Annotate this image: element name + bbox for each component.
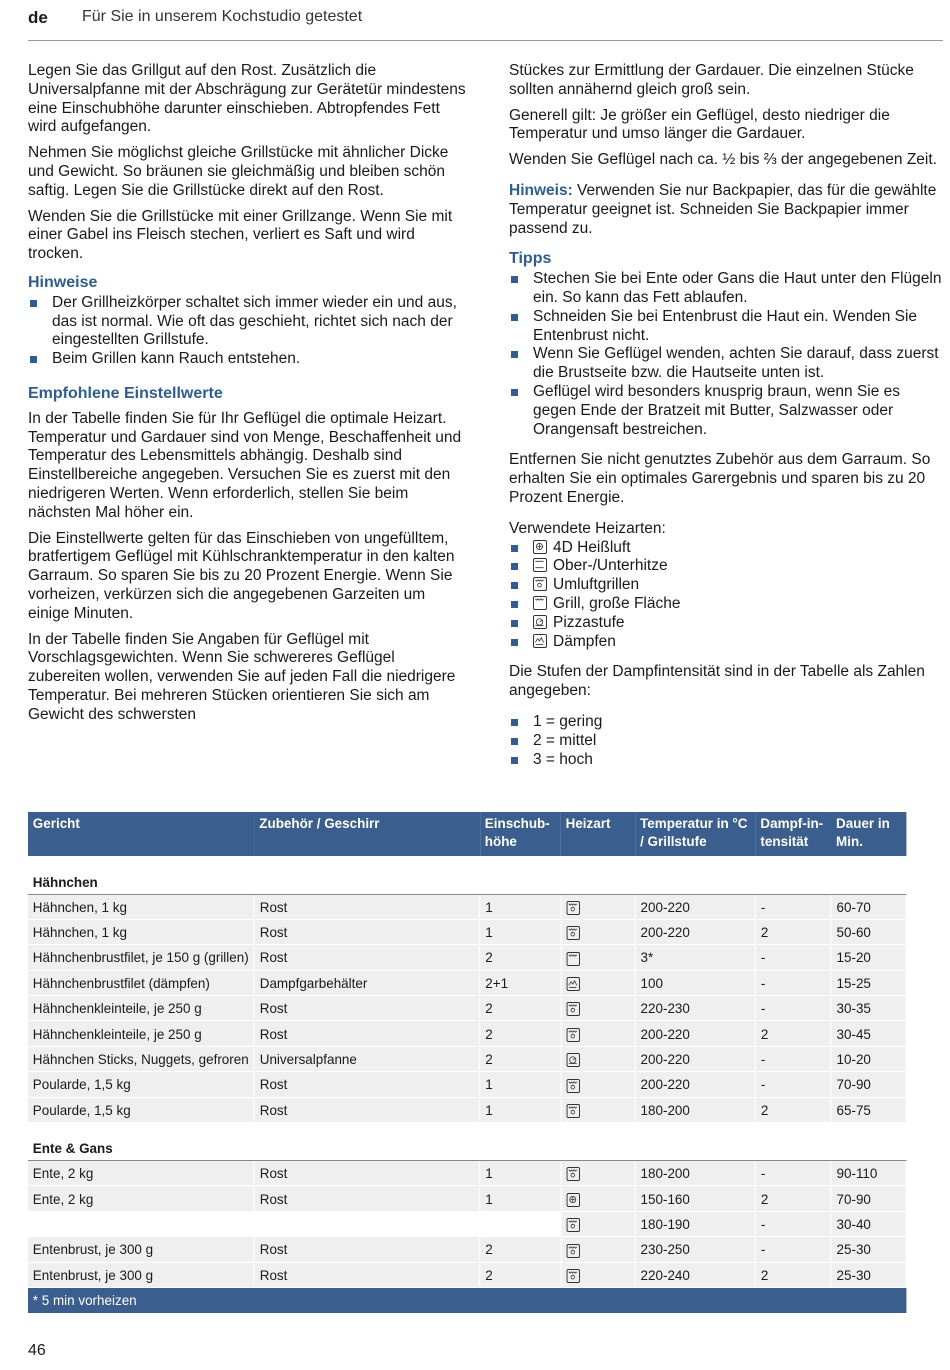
list-item (509, 576, 944, 595)
temperature-cell: 200-220 (635, 894, 755, 919)
hinweis-label: Hinweis: (509, 181, 573, 199)
heizart-cell (561, 1021, 635, 1046)
einschub-cell: 2 (480, 1046, 561, 1071)
einschub-cell: 1 (480, 894, 561, 919)
table-row (28, 1046, 906, 1071)
list-item (509, 539, 944, 558)
temperature-cell: 150-160 (635, 1186, 755, 1211)
table-row (28, 970, 906, 995)
paragraph: Nehmen Sie möglichst gleiche Grillstücke mit ähnlicher Dicke und Gewicht. So bräunen sie gleichmäßig und bleiben schön saftig. Legen Sie die Grillstücke direkt auf den Rost. (28, 144, 449, 199)
temperature-cell: 100 (635, 970, 755, 995)
circulated-grill-icon (566, 901, 579, 915)
zubehoer-cell: Rost (254, 1161, 480, 1186)
circulated-grill-icon (566, 1002, 579, 1016)
gericht-cell: Hähnchenkleinteile, je 250 g (28, 996, 254, 1021)
temperature-cell: 3* (635, 945, 755, 970)
pizza-setting-icon (566, 1053, 579, 1067)
circulated-grill-icon (566, 1028, 579, 1042)
stufen-list (509, 713, 944, 769)
heizart-label: Ober-/Unterhitze (553, 557, 668, 575)
dauer-cell: 30-45 (831, 1021, 906, 1046)
table-group-row (28, 856, 906, 894)
paragraph: Wenden Sie die Grillstücke mit einer Grillzange. Wenn Sie mit einer Gabel ins Fleisch stechen, verliert es Saft und wird trocken. (28, 207, 453, 263)
zubehoer-cell (254, 1211, 480, 1236)
table-row (28, 1161, 906, 1186)
steam-icon (533, 634, 547, 648)
einschub-cell: 2 (480, 1237, 561, 1262)
dauer-cell: 10-20 (831, 1046, 906, 1071)
group-label: Ente & Gans (28, 1123, 906, 1161)
table-row (28, 1237, 906, 1262)
einschub-cell: 2 (480, 996, 561, 1021)
gericht-cell: Hähnchen, 1 kg (28, 894, 254, 919)
steam-icon (566, 977, 579, 991)
column-header: Dampf-in-tensität (756, 812, 832, 856)
temperature-cell: 200-220 (635, 1046, 755, 1071)
paragraph: Entfernen Sie nicht genutztes Zubehör aus dem Garraum. So erhalten Sie ein optimales Garergebnis und sparen bis zu 20 Prozent Energie. (509, 451, 931, 506)
gericht-cell: Hähnchenbrustfilet (dämpfen) (28, 970, 254, 995)
paragraph: Stückes zur Ermittlung der Gardauer. Die einzelnen Stücke sollten annähernd gleich groß sein. (509, 62, 914, 98)
paragraph: Die Einstellwerte gelten für das Einschieben von ungefülltem, bratfertigem Geflügel mit Kühlschranktemperatur in den kalten Garraum. So sparen Sie bis zu 20 Prozent Energie. Wenn Sie vorheizen, verkürzen sich die angegebenen Garzeiten um einige Minuten. (28, 529, 455, 622)
temperature-cell: 200-220 (635, 919, 755, 944)
circulated-grill-icon (566, 1244, 579, 1258)
paragraph: In der Tabelle finden Sie Angaben für Geflügel mit Vorschlagsgewichten. Wenn Sie schwereres Geflügel zubereiten wollen, verwenden Sie auf jeden Fall die niedrigere Temperatur. Bei mehreren Stücken orientieren Sie sich am Gewicht des schwersten (28, 630, 456, 723)
gericht-cell: Hähnchen Sticks, Nuggets, gefroren (28, 1046, 254, 1071)
tipps-heading: Tipps (509, 250, 552, 268)
einschub-cell: 1 (480, 919, 561, 944)
heizarten-heading: Verwendete Heizarten: (509, 519, 666, 537)
list-item: Stechen Sie bei Ente oder Gans die Haut unter den Flügeln ein. So kann das Fett ablaufen. (509, 270, 944, 308)
table-row (28, 919, 906, 944)
heizart-cell (561, 919, 635, 944)
heizart-cell (561, 1072, 635, 1097)
hinweise-heading: Hinweise (28, 273, 98, 291)
circulated-grill-icon (566, 1269, 579, 1283)
list-item: Geflügel wird besonders knusprig braun, wenn Sie es gegen Ende der Bratzeit mit Butter, Salzwasser oder Orangensaft bestreichen. (509, 383, 944, 439)
dauer-cell: 70-90 (831, 1186, 906, 1211)
heizarten-list (509, 539, 944, 652)
gericht-cell: Hähnchen, 1 kg (28, 919, 254, 944)
table-row (28, 996, 906, 1021)
dampf-cell: 2 (756, 1262, 832, 1287)
paragraph: Die Stufen der Dampfintensität sind in der Tabelle als Zahlen angegeben: (509, 663, 925, 700)
zubehoer-cell: Universalpfanne (254, 1046, 480, 1071)
dauer-cell: 90-110 (831, 1161, 906, 1186)
gericht-cell: Entenbrust, je 300 g (28, 1262, 254, 1287)
gericht-cell: Hähnchenkleinteile, je 250 g (28, 1021, 254, 1046)
einschub-cell: 2+1 (480, 970, 561, 995)
dampf-cell: - (756, 1072, 832, 1097)
list-item: 1 = gering (509, 713, 944, 732)
hinweise-list (28, 294, 468, 369)
temperature-cell: 180-200 (635, 1161, 755, 1186)
gericht-cell: Entenbrust, je 300 g (28, 1237, 254, 1262)
list-item (509, 557, 944, 576)
column-header: Temperatur in °C / Grillstufe (635, 812, 755, 856)
einschub-cell: 2 (480, 1262, 561, 1287)
dampf-cell: - (756, 970, 832, 995)
circulated-grill-icon (533, 577, 547, 591)
circulated-grill-icon (566, 1079, 579, 1093)
hinweis-note (509, 182, 944, 238)
heizart-cell (561, 996, 635, 1021)
heizart-cell (561, 1237, 635, 1262)
heizart-cell (561, 1161, 635, 1186)
list-item: Wenn Sie Geflügel wenden, achten Sie darauf, dass zuerst die Brustseite bzw. die Hautseite unten ist. (509, 345, 944, 383)
column-header: Gericht (28, 812, 254, 856)
table-row (28, 1262, 906, 1287)
einschub-cell: 1 (480, 1186, 561, 1211)
temperature-cell: 220-230 (635, 996, 755, 1021)
grill-large-area-icon (533, 596, 547, 610)
gericht-cell: Ente, 2 kg (28, 1161, 254, 1186)
table-header-row (28, 812, 906, 856)
top-bottom-heat-icon (533, 558, 547, 572)
dauer-cell: 25-30 (831, 1237, 906, 1262)
grill-large-area-icon (566, 952, 579, 966)
heizart-cell (561, 970, 635, 995)
einschub-cell (480, 1211, 561, 1236)
zubehoer-cell: Rost (254, 1186, 480, 1211)
list-item: 2 = mittel (509, 732, 944, 751)
heizart-cell (561, 945, 635, 970)
table-row (28, 1072, 906, 1097)
dampf-cell: 2 (756, 1186, 832, 1211)
heizart-label: 4D Heißluft (553, 538, 631, 556)
zubehoer-cell: Rost (254, 894, 480, 919)
footnote: * 5 min vorheizen (28, 1287, 906, 1313)
right-column (509, 62, 944, 777)
dampf-cell: 2 (756, 919, 832, 944)
gericht-cell (28, 1211, 254, 1236)
table-row (28, 1097, 906, 1122)
temperature-cell: 180-190 (635, 1211, 755, 1236)
dauer-cell: 15-25 (831, 970, 906, 995)
circulated-grill-icon (566, 1218, 579, 1232)
dampf-cell: - (756, 996, 832, 1021)
dauer-cell: 60-70 (831, 894, 906, 919)
heizart-label: Dämpfen (553, 632, 616, 650)
einschub-cell: 1 (480, 1097, 561, 1122)
einschub-cell: 1 (480, 1161, 561, 1186)
table-row (28, 1021, 906, 1046)
gericht-cell: Hähnchenbrustfilet, je 150 g (grillen) (28, 945, 254, 970)
gericht-cell: Ente, 2 kg (28, 1186, 254, 1211)
zubehoer-cell: Rost (254, 1072, 480, 1097)
heizart-cell (561, 894, 635, 919)
zubehoer-cell: Rost (254, 1097, 480, 1122)
zubehoer-cell: Rost (254, 919, 480, 944)
column-header: Zubehör / Geschirr (254, 812, 480, 856)
list-item: Beim Grillen kann Rauch entstehen. (28, 350, 468, 369)
circulated-grill-icon (566, 1167, 579, 1181)
circulated-grill-icon (566, 926, 579, 940)
dampf-cell: - (756, 945, 832, 970)
paragraph: Wenden Sie Geflügel nach ca. ½ bis ⅔ der angegebenen Zeit. (509, 151, 937, 169)
heizart-cell (561, 1186, 635, 1211)
list-item: Der Grillheizkörper schaltet sich immer wieder ein und aus, das ist normal. Wie oft das geschieht, richtet sich nach der eingestellten Grillstufe. (28, 294, 468, 350)
settings-table (28, 812, 906, 1314)
dampf-cell: - (756, 1046, 832, 1071)
language-code: de (28, 8, 48, 27)
heizart-label: Pizzastufe (553, 613, 625, 631)
table-row (28, 945, 906, 970)
header-title: Für Sie in unserem Kochstudio getestet (82, 8, 363, 25)
temperature-cell: 220-240 (635, 1262, 755, 1287)
gericht-cell: Poularde, 1,5 kg (28, 1097, 254, 1122)
table-row (28, 1186, 906, 1211)
heizart-cell (561, 1046, 635, 1071)
dauer-cell: 65-75 (831, 1097, 906, 1122)
dauer-cell: 30-40 (831, 1211, 906, 1236)
list-item (509, 614, 944, 633)
heizart-label: Umluftgrillen (553, 576, 640, 594)
gericht-cell: Poularde, 1,5 kg (28, 1072, 254, 1097)
dampf-cell: 2 (756, 1097, 832, 1122)
zubehoer-cell: Rost (254, 1021, 480, 1046)
dampf-cell: - (756, 1161, 832, 1186)
heizart-cell (561, 1097, 635, 1122)
empfohlene-heading: Empfohlene Einstellwerte (28, 384, 223, 402)
paragraph: In der Tabelle finden Sie für Ihr Geflügel die optimale Heizart. Temperatur und Gardauer sind von Menge, Beschaffenheit und Temperatur des Lebensmittels abhängig. Deshalb sind Einstellbereiche angegeben. Versuchen Sie es zuerst mit den niedrigeren Werten. Wenn erforderlich, stellen Sie beim nächsten Mal höher ein. (28, 409, 462, 521)
dampf-cell: 2 (756, 1021, 832, 1046)
list-item (509, 595, 944, 614)
dauer-cell: 30-35 (831, 996, 906, 1021)
zubehoer-cell: Rost (254, 996, 480, 1021)
temperature-cell: 180-200 (635, 1097, 755, 1122)
temperature-cell: 230-250 (635, 1237, 755, 1262)
zubehoer-cell: Rost (254, 1237, 480, 1262)
temperature-cell: 200-220 (635, 1021, 755, 1046)
paragraph: Legen Sie das Grillgut auf den Rost. Zusätzlich die Universalpfanne mit der Abschrägung zur Gerätetür mindestens eine Einschubhöhe darunter einschieben. Abtropfendes Fett wird aufgefangen. (28, 62, 466, 136)
hinweis-text: Verwenden Sie nur Backpapier, das für die gewählte Temperatur geeignet ist. Schneiden Sie Backpapier immer passend zu. (509, 181, 937, 237)
header-divider (28, 40, 943, 41)
einschub-cell: 1 (480, 1072, 561, 1097)
zubehoer-cell: Rost (254, 945, 480, 970)
list-item (509, 633, 944, 652)
heizart-cell (561, 1211, 635, 1236)
einschub-cell: 2 (480, 1021, 561, 1046)
heizart-label: Grill, große Fläche (553, 594, 681, 612)
einschub-cell: 2 (480, 945, 561, 970)
dauer-cell: 50-60 (831, 919, 906, 944)
dauer-cell: 70-90 (831, 1072, 906, 1097)
paragraph: Generell gilt: Je größer ein Geflügel, desto niedriger die Temperatur und umso länger die Gardauer. (509, 106, 890, 143)
pizza-setting-icon (533, 615, 547, 629)
zubehoer-cell: Rost (254, 1262, 480, 1287)
4d-hot-air-icon (566, 1193, 579, 1207)
heizart-cell (561, 1262, 635, 1287)
temperature-cell: 200-220 (635, 1072, 755, 1097)
tipps-list (509, 270, 944, 439)
dampf-cell: - (756, 894, 832, 919)
list-item: Schneiden Sie bei Entenbrust die Haut ein. Wenden Sie Entenbrust nicht. (509, 308, 944, 346)
circulated-grill-icon (566, 1104, 579, 1118)
table-row (28, 894, 906, 919)
dampf-cell: - (756, 1211, 832, 1236)
column-header: Heizart (561, 812, 635, 856)
4d-hot-air-icon (533, 540, 547, 554)
dampf-cell: - (756, 1237, 832, 1262)
dauer-cell: 15-20 (831, 945, 906, 970)
page-header (28, 8, 943, 34)
table-footer-row (28, 1287, 906, 1313)
dauer-cell: 25-30 (831, 1262, 906, 1287)
group-label: Hähnchen (28, 856, 906, 894)
zubehoer-cell: Dampfgarbehälter (254, 970, 480, 995)
list-item: 3 = hoch (509, 751, 944, 770)
table-row (28, 1211, 906, 1236)
page-number: 46 (28, 1342, 46, 1359)
column-header: Dauer in Min. (831, 812, 906, 856)
column-header: Einschub-höhe (480, 812, 561, 856)
left-column (28, 62, 468, 732)
table-group-row (28, 1123, 906, 1161)
